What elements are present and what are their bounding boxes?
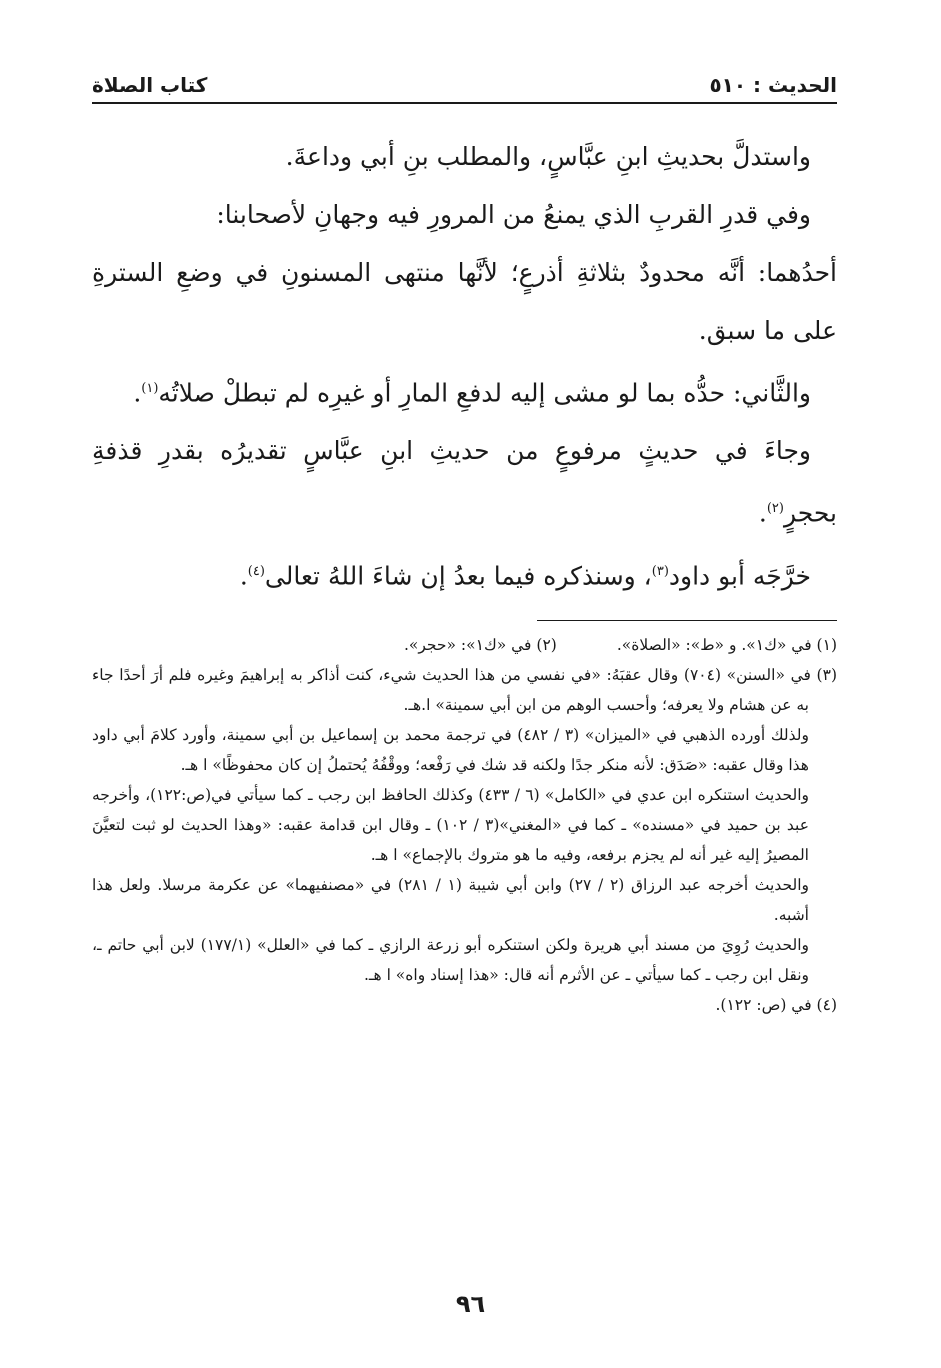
- footnote-3-part-4: والحديث أخرجه عبد الرزاق (٢ / ٢٧) وابن أبي شيبة (١ / ٢٨١) في «مصنفيهما» عن عكرمة مرسلا. ولعل هذا أشبه.: [92, 876, 809, 924]
- paragraph-6-text-b: ، وسنذكره فيما بعدُ إن شاءَ اللهُ تعالى: [264, 560, 652, 590]
- paragraph-5-text: وجاءَ في حديثٍ مرفوعٍ من حديثِ ابنِ عبَّاسٍ تقديرُه بقدرِ قذفةِ بحجرٍ: [92, 436, 837, 528]
- paragraph-4-text: والثَّاني: حدُّه بما لو مشى إليه لدفعِ المارِ أو غيرِه لم تبطلْ صلاتُه: [158, 378, 811, 408]
- paragraph-6-text-a: خرَّجَه أبو داود: [668, 560, 811, 590]
- paragraph-4: [92, 360, 837, 422]
- paragraph-5-end: .: [758, 498, 767, 528]
- footnote-4: (٤) في (ص: ١٢٢).: [715, 996, 837, 1014]
- paragraph-1: واستدلَّ بحديثِ ابنِ عبَّاسٍ، والمطلب بنِ أبي وداعةَ.: [285, 142, 811, 171]
- paragraph-6-end: .: [239, 560, 248, 590]
- page-number: ٩٦: [455, 1290, 486, 1318]
- footnote-3-part-2: ولذلك أورده الذهبي في «الميزان» (٣ / ٤٨٢) في ترجمة محمد بن إسماعيل بن أبي سمينة، وأورد كلامَ أبي داود هذا وقال عقبه: «صَدَق: لأنه منكر جدًا ولكنه قد شك في رَفْعه؛ ووقْفُهُ يُحتملُ إن كان محفوظًا» ا هـ.: [92, 726, 809, 774]
- paragraph-6: [92, 543, 837, 605]
- footnote-2: (٢) في «ك١»: «حجر».: [403, 636, 557, 654]
- footnote-ref-3: (٣): [651, 563, 669, 579]
- footnote-ref-4: (٤): [247, 563, 265, 579]
- footnote-3-part-3: والحديث استنكره ابن عدي في «الكامل» (٦ / ٤٣٣) وكذلك الحافظ ابن رجب ـ كما سيأتي في(ص:١٢٢)، وأخرجه عبد بن حميد في «مسنده» ـ كما في «المغني»(٣ / ١٠٢) ـ وقال ابن قدامة عقبه: «وهذا الحديث لو ثبت لتعيَّنَ المصيرُ إليه غير أنه لم يجزم برفعه، وفيه ما هو متروك بالإجماع» ا هـ.: [92, 786, 809, 864]
- paragraph-5: [92, 422, 837, 542]
- footnote-3-part-5: والحديث رُوِيَ من مسند أبي هريرة ولكن استنكره أبو زرعة الرازي ـ كما في «العلل» (١٧٧/١) لابن أبي حاتم ـ، ونقل ابن رجب ـ كما سيأتي ـ عن الأثرم أنه قال: «هذا إسناد واه» ا هـ.: [92, 936, 809, 984]
- main-text: [92, 128, 837, 605]
- footnote-divider: [537, 620, 837, 621]
- paragraph-2: وفي قدرِ القربِ الذي يمنعُ من المرورِ فيه وجهانِ لأصحابنا:: [216, 200, 811, 229]
- paragraph-4-end: .: [133, 378, 142, 408]
- footnote-ref-2: (٢): [766, 501, 784, 517]
- footnotes-section: [92, 630, 837, 1020]
- running-header: [92, 68, 837, 104]
- footnote-3-part-1: (٣) في «السنن» (٧٠٤) وقال عقبَهُ: «في نفسي من هذا الحديث شيء، كنت أذاكر به إبراهيمَ وغيره فلم أرَ أحدًا جاء به عن هشام ولا يعرفه؛ وأحسب الوهم من ابن أبي سمينة» ا.هـ.: [92, 666, 837, 714]
- hadith-number-label: الحديث : ٥١٠: [709, 73, 837, 97]
- paragraph-3: أحدُهما: أنَّه محدودٌ بثلاثةِ أذرعٍ؛ لأنَّها منتهى المسنونِ في وضعِ السترةِ على ما سبق.: [92, 258, 837, 345]
- footnote-ref-1: (١): [141, 381, 159, 396]
- book-title: كتاب الصلاة: [92, 73, 208, 97]
- footnote-1: (١) في «ك١». و «ط»: «الصلاة».: [616, 636, 837, 654]
- footnotes-row-1-2: [92, 630, 837, 660]
